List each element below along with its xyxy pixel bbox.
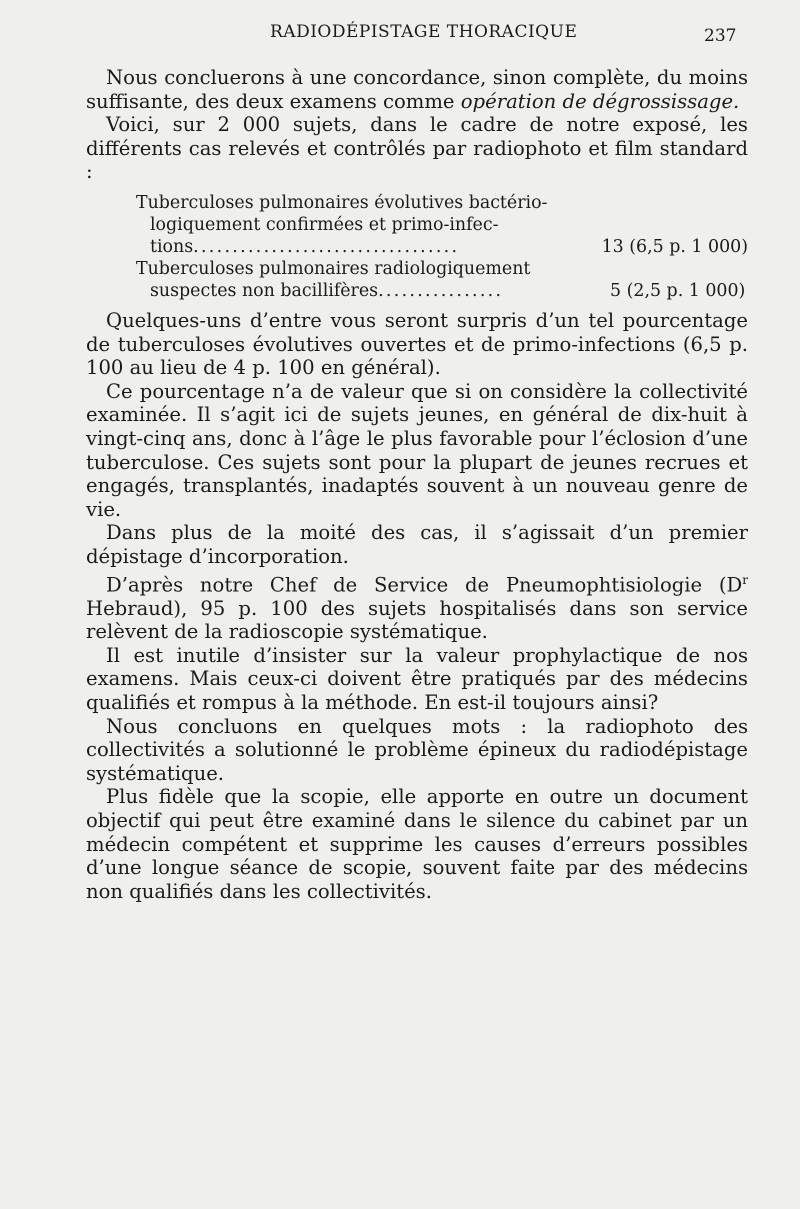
page-number: 237 — [704, 26, 737, 46]
paragraph-2: Voici, sur 2 000 sujets, dans le cadre de notre exposé, les différents cas relevés et contrôlés par radiophoto et film standard : — [86, 113, 748, 184]
case-entry — [136, 192, 748, 258]
leader-dots: ................ — [378, 280, 504, 301]
paragraph-9: Plus fidèle que la scopie, elle apporte en outre un document objectif qui peut être examiné dans le silence du cabinet par un médecin compétent et supprime les causes d’erreurs possibles d’une longue séance de scopie, souvent faite par des médecins non qualifiés dans les collectivités. — [86, 785, 748, 903]
paragraph-1-text: Nous concluerons à une concordance, sinon complète, du moins suffisante, des deux examens comme — [86, 66, 748, 113]
paragraph-3: Quelques-uns d’entre vous seront surpris d’un tel pourcentage de tuberculoses évolutives ouvertes et de primo-infections (6,5 p. 100 au lieu de 4 p. 100 en général). — [86, 308, 748, 380]
body-text — [86, 66, 748, 903]
superscript: r — [742, 572, 748, 587]
case-label-line: Tuberculoses pulmonaires évolutives bactério- — [136, 192, 548, 213]
running-title: RADIODÉPISTAGE THORACIQUE — [270, 22, 578, 42]
paragraph-1-emphasis: opération de dégrossissage. — [460, 89, 740, 113]
paragraph-5: Dans plus de la moité des cas, il s’agissait d’un premier dépistage d’incorporation. — [86, 521, 748, 568]
paragraph-6 — [86, 569, 748, 644]
case-label-last: suspectes non bacillifères — [150, 280, 379, 301]
cases-table — [136, 192, 748, 302]
case-entry — [136, 258, 748, 302]
paragraph-7: Il est inutile d’insister sur la valeur prophylactique de nos examens. Mais ceux-ci doivent être pratiqués par des médecins qualifiés et rompus à la méthode. En est-il toujours ainsi? — [86, 643, 748, 714]
paragraph-8: Nous concluons en quelques mots : la radiophoto des collectivités a solutionné le problème épineux du radiodépistage systématique. — [86, 714, 748, 785]
paragraph-4: Ce pourcentage n’a de valeur que si on considère la collectivité examinée. Il s’agit ici de sujets jeunes, en général de dix-huit à vingt-cinq ans, donc à l’âge le plus favorable pour l’éclosion d’une tuberculose. Ces sujets sont pour la plupart de jeunes recrues et engagés, transplantés, inadaptés souvent à un nouveau genre de vie. — [86, 379, 748, 521]
paragraph-6-text-cont: Hebraud), 95 p. 100 des sujets hospitalisés dans son service relèvent de la radioscopie systématique. — [86, 596, 748, 644]
case-label-line: Tuberculoses pulmonaires radiologiquement — [136, 258, 531, 279]
paragraph-6-text: D’après notre Chef de Service de Pneumophtisiologie (D — [106, 573, 743, 597]
case-label-line: logiquement confirmées et primo-infec- — [150, 214, 499, 235]
leader-dots: .................................. — [193, 236, 460, 257]
paragraph-1 — [86, 66, 748, 113]
case-label-last: tions — [150, 236, 194, 257]
case-value: 5 (2,5 p. 1 000) — [610, 280, 746, 301]
running-head — [0, 22, 800, 52]
case-value: 13 (6,5 p. 1 000) — [601, 236, 748, 257]
